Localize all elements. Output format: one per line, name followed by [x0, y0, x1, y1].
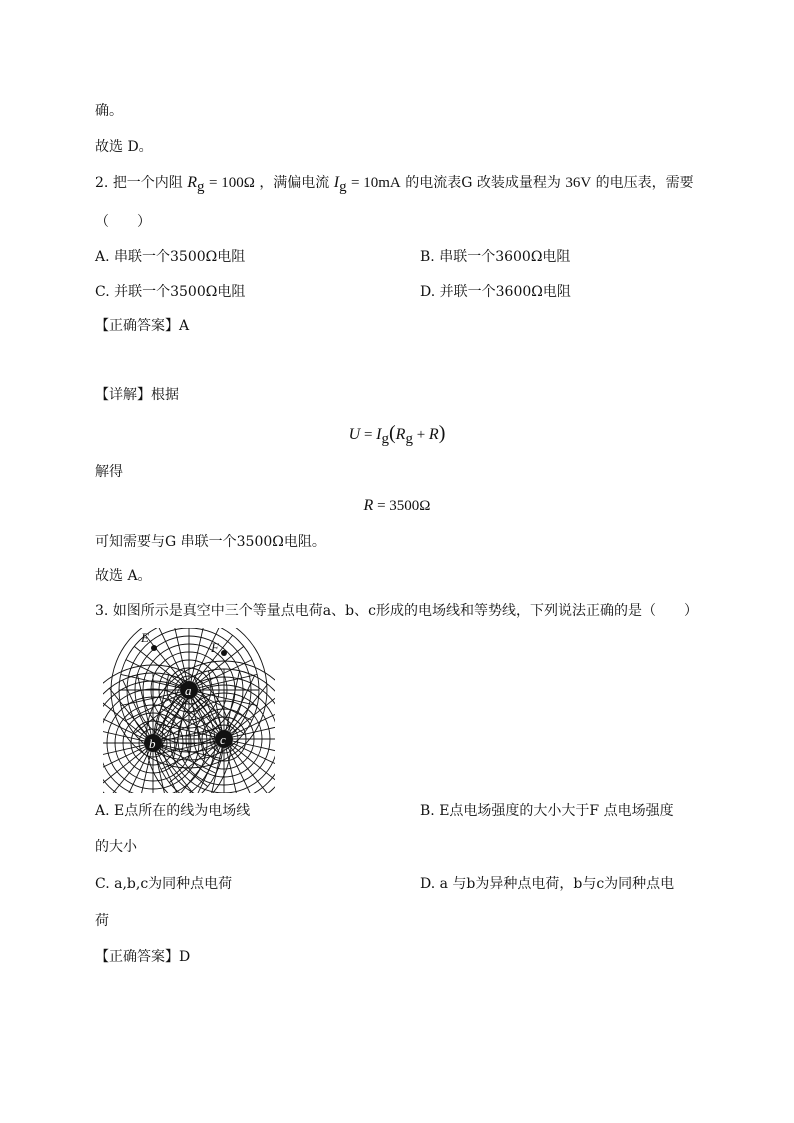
- paren-close: ): [438, 422, 446, 444]
- plus: +: [412, 427, 429, 443]
- value-ig: = 10mA: [351, 175, 401, 191]
- paren-open: (: [388, 422, 396, 444]
- var-rg-sub: g: [197, 178, 205, 195]
- question-number: 2.: [95, 175, 109, 191]
- label-e: E: [141, 630, 149, 645]
- label-c: c: [220, 732, 226, 747]
- var-r: R: [363, 497, 374, 514]
- option-d: D. 并联一个3600Ω电阻: [420, 284, 571, 300]
- question-text: 的电流表G 改装成量程为: [405, 175, 561, 191]
- value-voltage: 36V: [565, 175, 592, 191]
- equals: =: [360, 427, 377, 443]
- point-e-dot: [151, 645, 157, 651]
- option-b: B. 串联一个3600Ω电阻: [420, 249, 571, 265]
- choice: 故选 A。: [95, 568, 152, 584]
- label-f: F: [211, 640, 219, 655]
- option-b-continued: 的大小: [95, 839, 137, 855]
- formula-1: [0, 422, 794, 448]
- solve-label: 解得: [95, 464, 123, 480]
- question-3: 3. 如图所示是真空中三个等量点电荷a、b、c形成的电场线和等势线，下列说法正确的是（ ）: [95, 603, 698, 619]
- correct-answer: 【正确答案】A: [95, 318, 190, 334]
- option-a: A. E点所在的线为电场线: [95, 803, 251, 819]
- correct-answer: 【正确答案】D: [95, 949, 191, 965]
- option-b: B. E点电场强度的大小大于F 点电场强度: [420, 803, 674, 819]
- value-r: = 3500Ω: [373, 498, 431, 514]
- var-rg: R: [187, 174, 198, 191]
- formula-2: [0, 497, 794, 515]
- question-text: ，满偏电流: [259, 175, 330, 191]
- conclusion: 可知需要与G 串联一个3500Ω电阻。: [95, 534, 326, 550]
- var-r-sub: g: [405, 430, 413, 447]
- option-a: A. 串联一个3500Ω电阻: [95, 249, 246, 265]
- var-i-sub: g: [381, 430, 389, 447]
- label-b: b: [149, 736, 156, 751]
- var-r2: R: [428, 426, 439, 443]
- question-text: 的电压表，需要: [595, 175, 694, 191]
- text-line: 故选 D。: [95, 139, 153, 155]
- question-2: [95, 173, 694, 197]
- point-f-dot: [221, 650, 227, 656]
- var-i: I: [376, 426, 382, 443]
- var-ig-sub: g: [339, 178, 347, 195]
- label-a: a: [185, 683, 192, 698]
- option-d-continued: 荷: [95, 913, 109, 929]
- question-text: 把一个内阻: [112, 175, 183, 191]
- var-u: U: [348, 426, 361, 443]
- electric-field-figure: [103, 628, 275, 793]
- option-c: C. 并联一个3500Ω电阻: [95, 284, 246, 300]
- var-ig: I: [333, 174, 340, 191]
- answer-bracket: （ ）: [95, 214, 151, 230]
- detail-heading: 【详解】根据: [95, 387, 179, 403]
- option-c: C. a,b,c为同种点电荷: [95, 876, 233, 892]
- option-d: D. a 与b为异种点电荷，b与c为同种点电: [420, 876, 675, 892]
- var-r: R: [395, 426, 406, 443]
- value-rg: = 100Ω: [209, 175, 255, 191]
- text-line: 确。: [95, 103, 123, 119]
